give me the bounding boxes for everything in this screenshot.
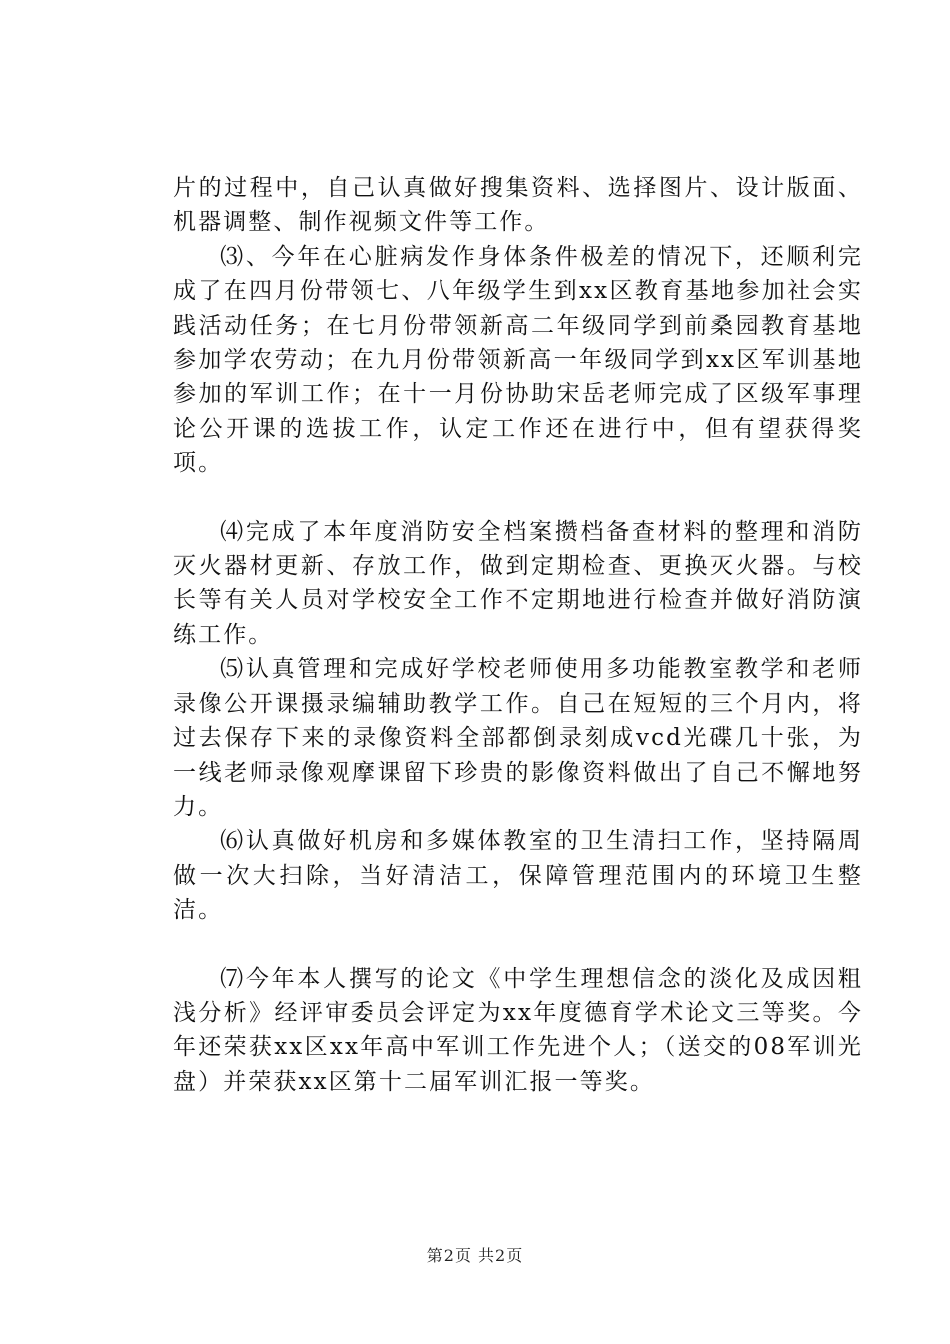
paragraph-item-6-text: ⑹认真做好机房和多媒体教室的卫生清扫工作，坚持隔周做一次大扫除，当好清洁工，保障管理范围内的环境卫生整洁。 — [173, 828, 863, 924]
paragraph-item-5 — [173, 652, 863, 824]
paragraph-item-3-text: ⑶、今年在心脏病发作身体条件极差的情况下，还顺利完成了在四月份带领七、八年级学生到xx区教育基地参加社会实践活动任务；在七月份带领新高二年级同学到前桑园教育基地参加学农劳动；在九月份带领新高一年级同学到xx区军训基地参加的军训工作；在十一月份协助宋岳老师完成了区级军事理论公开课的选拔工作，认定工作还在进行中，但有望获得奖项。 — [173, 243, 863, 477]
paragraph-continuation: 片的过程中，自己认真做好搜集资料、选择图片、设计版面、机器调整、制作视频文件等工作。 — [173, 175, 863, 236]
paragraph-item-4-text: ⑷完成了本年度消防安全档案攒档备查材料的整理和消防灭火器材更新、存放工作，做到定期检查、更换灭火器。与校长等有关人员对学校安全工作不定期地进行检查并做好消防演练工作。 — [173, 518, 863, 648]
paragraph-item-6 — [173, 824, 863, 927]
paragraph-item-4 — [173, 515, 863, 653]
paragraph-item-3 — [173, 240, 863, 481]
paragraph-gap — [173, 481, 863, 515]
paragraph-item-5-text: ⑸认真管理和完成好学校老师使用多功能教室教学和老师录像公开课摄录编辅助教学工作。自己在短短的三个月内，将过去保存下来的录像资料全部都倒录刻成vcd光碟几十张，为一线老师录像观摩课留下珍贵的影像资料做出了自己不懈地努力。 — [173, 656, 863, 820]
paragraph-item-7-text: ⑺今年本人撰写的论文《中学生理想信念的淡化及成因粗浅分析》经评审委员会评定为xx年度德育学术论文三等奖。今年还荣获xx区xx年高中军训工作先进个人；（送交的08军训光盘）并荣获xx区第十二届军训汇报一等奖。 — [173, 965, 863, 1095]
page-footer: 第2页 共2页 — [426, 1246, 524, 1265]
paragraph-item-7 — [173, 962, 863, 1100]
document-body — [173, 171, 863, 1099]
paragraph-gap — [173, 928, 863, 962]
